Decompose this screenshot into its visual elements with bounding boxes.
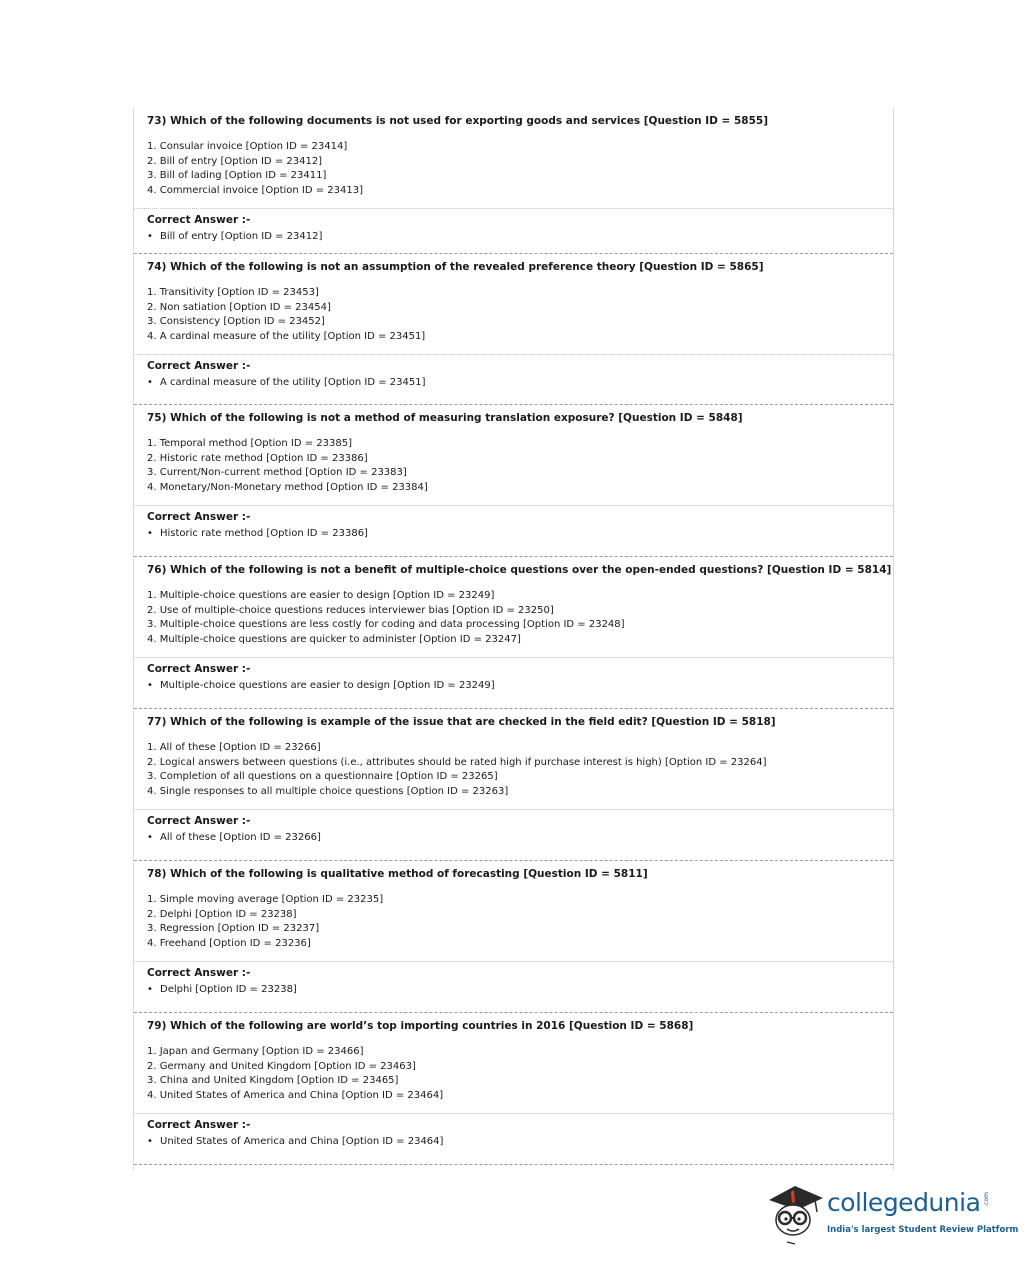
correct-answer [147, 832, 321, 843]
option: 4. Single responses to all multiple choice questions [Option ID = 23263] [147, 785, 509, 797]
brand-suffix: .com [983, 1192, 990, 1207]
question-title: 75) Which of the following is not a method of measuring translation exposure? [Question ID = 5848] [147, 412, 743, 424]
option: 2. Use of multiple-choice questions reduces interviewer bias [Option ID = 23250] [147, 604, 554, 616]
section-divider [134, 1113, 893, 1114]
correct-answer-text: Bill of entry [Option ID = 23412] [160, 231, 323, 242]
option: 1. Temporal method [Option ID = 23385] [147, 438, 353, 449]
section-divider [134, 208, 893, 209]
bullet-icon: • [147, 832, 153, 843]
option: 1. All of these [Option ID = 23266] [147, 742, 321, 753]
question-title: 76) Which of the following is not a benefit of multiple-choice questions over the open-ended questions? [Question ID = 5814] [147, 564, 892, 576]
correct-answer-text: United States of America and China [Option ID = 23464] [160, 1136, 444, 1147]
option: 2. Historic rate method [Option ID = 23386] [147, 452, 368, 464]
correct-answer-label: Correct Answer :- [147, 360, 251, 372]
bullet-icon: • [147, 984, 153, 995]
options-list [147, 286, 425, 344]
option: 1. Consular invoice [Option ID = 23414] [147, 141, 348, 152]
option: 3. Current/Non-current method [Option ID = 23383] [147, 467, 407, 479]
option: 4. A cardinal measure of the utility [Option ID = 23451] [147, 330, 426, 342]
options-list [147, 140, 363, 198]
section-divider [134, 961, 893, 962]
section-divider [134, 657, 893, 658]
option: 3. China and United Kingdom [Option ID = 23465] [147, 1075, 399, 1087]
correct-answer-label: Correct Answer :- [147, 663, 251, 675]
option: 3. Multiple-choice questions are less costly for coding and data processing [Option ID = 23248] [147, 619, 625, 631]
correct-answer [147, 984, 297, 995]
question-title: 74) Which of the following is not an assumption of the revealed preference theory [Question ID = 5865] [147, 261, 764, 273]
options-list [147, 589, 625, 647]
option: 3. Bill of lading [Option ID = 23411] [147, 170, 327, 182]
brand-name: collegedunia [827, 1188, 981, 1217]
option: 4. Multiple-choice questions are quicker to administer [Option ID = 23247] [147, 633, 521, 645]
correct-answer-label: Correct Answer :- [147, 1119, 251, 1131]
option: 3. Consistency [Option ID = 23452] [147, 316, 325, 328]
correct-answer-label: Correct Answer :- [147, 511, 251, 523]
question-title: 79) Which of the following are world’s top importing countries in 2016 [Question ID = 5868] [147, 1020, 694, 1032]
bullet-icon: • [147, 231, 153, 242]
question-block-74 [134, 254, 893, 405]
question-block-73 [134, 108, 893, 254]
correct-answer [147, 1136, 443, 1147]
correct-answer [147, 680, 495, 691]
bullet-icon: • [147, 528, 153, 539]
option: 1. Transitivity [Option ID = 23453] [147, 287, 319, 298]
option: 2. Non satiation [Option ID = 23454] [147, 301, 331, 313]
option: 4. Commercial invoice [Option ID = 23413] [147, 184, 364, 196]
option: 3. Regression [Option ID = 23237] [147, 923, 320, 935]
option: 2. Bill of entry [Option ID = 23412] [147, 155, 323, 167]
bullet-icon: • [147, 1136, 153, 1147]
section-divider [134, 505, 893, 506]
correct-answer-text: Multiple-choice questions are easier to design [Option ID = 23249] [160, 680, 495, 691]
option: 4. Monetary/Non-Monetary method [Option ID = 23384] [147, 481, 428, 493]
question-title: 73) Which of the following documents is not used for exporting goods and services [Question ID = 5855] [147, 115, 769, 127]
bullet-icon: • [147, 680, 153, 691]
option: 4. Freehand [Option ID = 23236] [147, 937, 311, 949]
options-list [147, 437, 428, 495]
correct-answer [147, 231, 322, 242]
option: 1. Simple moving average [Option ID = 23235] [147, 894, 384, 905]
options-list [147, 1045, 443, 1103]
correct-answer [147, 377, 426, 388]
option: 4. United States of America and China [Option ID = 23464] [147, 1089, 444, 1101]
option: 1. Japan and Germany [Option ID = 23466] [147, 1046, 364, 1057]
question-block-78 [134, 861, 893, 1013]
options-list [147, 893, 383, 951]
correct-answer-text: Delphi [Option ID = 23238] [160, 984, 297, 995]
question-block-75 [134, 405, 893, 557]
question-title: 78) Which of the following is qualitative method of forecasting [Question ID = 5811] [147, 868, 648, 880]
question-block-79 [134, 1013, 893, 1165]
question-title: 77) Which of the following is example of the issue that are checked in the field edit? [Question ID = 5818] [147, 716, 776, 728]
collegedunia-logo [765, 1178, 1019, 1248]
option: 2. Logical answers between questions (i.e., attributes should be rated high if purchase interest is high) [Option ID = 23264] [147, 756, 767, 768]
question-block-77 [134, 709, 893, 861]
correct-answer-text: All of these [Option ID = 23266] [160, 832, 321, 843]
correct-answer-label: Correct Answer :- [147, 214, 251, 226]
graduate-mascot-icon [765, 1178, 825, 1246]
brand-tagline: India's largest Student Review Platform [827, 1225, 1019, 1235]
correct-answer-text: A cardinal measure of the utility [Option ID = 23451] [160, 377, 426, 388]
exam-document [133, 108, 894, 1170]
correct-answer-label: Correct Answer :- [147, 815, 251, 827]
question-block-76 [134, 557, 893, 709]
option: 2. Germany and United Kingdom [Option ID = 23463] [147, 1060, 416, 1072]
correct-answer-label: Correct Answer :- [147, 967, 251, 979]
section-divider [134, 354, 893, 355]
bullet-icon: • [147, 377, 153, 388]
option: 1. Multiple-choice questions are easier to design [Option ID = 23249] [147, 590, 495, 601]
option: 3. Completion of all questions on a questionnaire [Option ID = 23265] [147, 771, 498, 783]
correct-answer [147, 528, 368, 539]
options-list [147, 741, 767, 799]
section-divider [134, 809, 893, 810]
option: 2. Delphi [Option ID = 23238] [147, 908, 297, 920]
correct-answer-text: Historic rate method [Option ID = 23386] [160, 528, 368, 539]
